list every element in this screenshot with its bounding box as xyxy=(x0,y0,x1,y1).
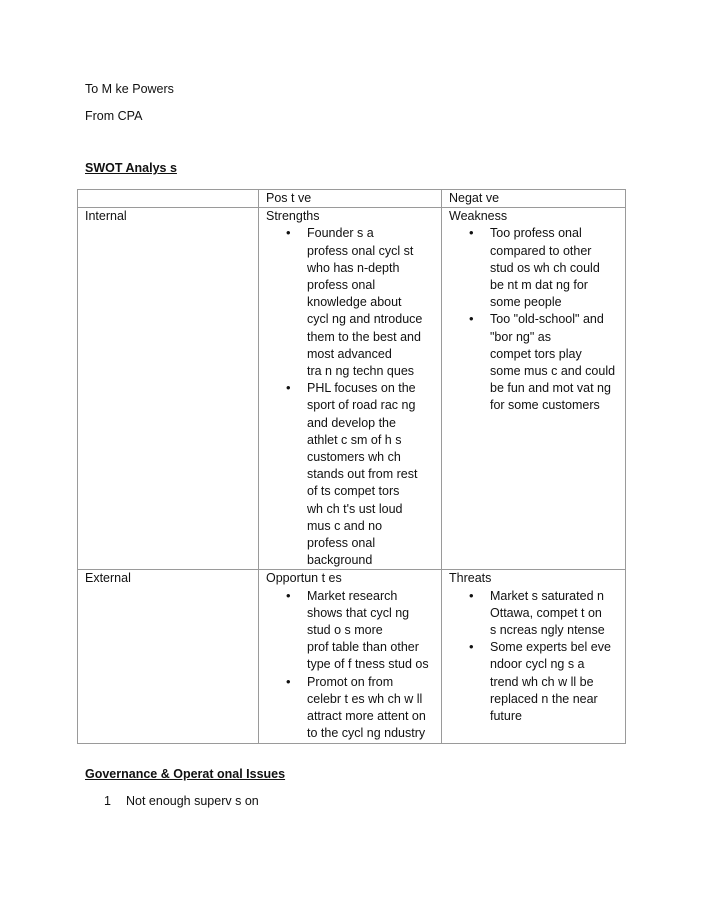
bullet-icon: • xyxy=(469,311,474,327)
row-internal-label: Internal xyxy=(78,208,259,570)
bullet-icon: • xyxy=(286,225,291,241)
swot-heading: SWOT Analys s xyxy=(85,161,177,175)
strengths-title: Strengths xyxy=(266,209,320,224)
governance-heading: Governance & Operat onal Issues xyxy=(85,767,286,781)
strength-item xyxy=(266,380,436,569)
row-external-label: External xyxy=(78,570,259,743)
opportunity-item xyxy=(266,674,436,743)
threats-cell xyxy=(442,570,626,743)
weakness-item xyxy=(449,311,619,414)
strength-text: PHL focuses on the sport of road rac ng and develop the athlet c sm of h s customers wh ch stands out from rest of ts compet tors wh ch t's ust loud mus c and no profess onal background xyxy=(307,381,418,568)
weakness-item xyxy=(449,225,619,311)
weakness-list xyxy=(449,225,625,414)
bullet-icon: • xyxy=(286,380,291,396)
weakness-title: Weakness xyxy=(449,209,508,224)
opportunity-item xyxy=(266,588,436,674)
opportunities-title: Opportun t es xyxy=(266,571,342,586)
weakness-text: Too profess onal compared to other stud os wh ch could be nt m dat ng for some people xyxy=(490,226,600,310)
memo-to: To M ke Powers xyxy=(85,82,174,96)
strength-item xyxy=(266,225,436,380)
bullet-icon: • xyxy=(469,587,474,603)
swot-table xyxy=(77,189,626,744)
list-number: 1 xyxy=(104,794,111,808)
opportunities-list xyxy=(266,588,441,743)
threats-title: Threats xyxy=(449,571,492,586)
bullet-icon: • xyxy=(286,673,291,689)
col-negative-header: Negat ve xyxy=(442,190,626,208)
bullet-icon: • xyxy=(469,639,474,655)
threat-item xyxy=(449,639,619,725)
swot-internal-row xyxy=(78,208,626,570)
swot-header-row xyxy=(78,190,626,208)
strengths-cell xyxy=(259,208,442,570)
threat-text: Market s saturated n Ottawa, compet t on s ncreas ngly ntense xyxy=(490,588,605,638)
strengths-list xyxy=(266,225,441,569)
opportunity-text: Promot on from celebr t es wh ch w ll attract more attent on to the cycl ng ndustry xyxy=(307,674,426,741)
list-item-text: Not enough superv s on xyxy=(126,794,259,808)
bullet-icon: • xyxy=(469,225,474,241)
col-positive-header: Pos t ve xyxy=(259,190,442,208)
swot-external-row xyxy=(78,570,626,743)
threats-list xyxy=(449,588,625,726)
opportunities-cell xyxy=(259,570,442,743)
bullet-icon: • xyxy=(286,587,291,603)
threat-text: Some experts bel eve ndoor cycl ng s a trend wh ch w ll be replaced n the near future xyxy=(490,640,611,724)
weakness-cell xyxy=(442,208,626,570)
opportunity-text: Market research shows that cycl ng stud o s more prof table than other type of f tness stud os xyxy=(307,588,429,672)
weakness-text: Too "old-school" and "bor ng" as compet tors play some mus c and could be fun and mot vat ng for some customers xyxy=(490,312,616,413)
swot-corner-cell xyxy=(78,190,259,208)
threat-item xyxy=(449,588,619,640)
strength-text: Founder s a profess onal cycl st who has n-depth profess onal knowledge about cycl ng and ntroduce them to the best and most advanced tra n ng techn ques xyxy=(307,226,423,379)
memo-from: From CPA xyxy=(85,109,143,123)
governance-list-item xyxy=(104,794,259,808)
